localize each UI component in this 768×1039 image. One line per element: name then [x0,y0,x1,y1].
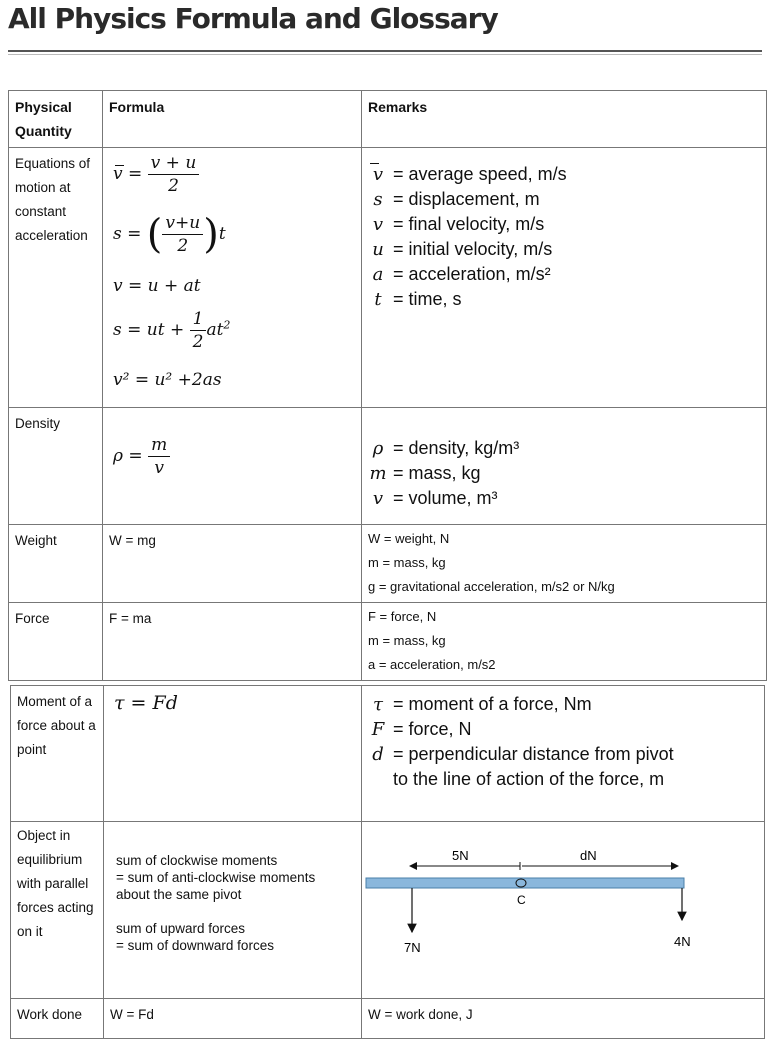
motion-remarks-cell [362,148,767,408]
table-row-work [11,999,765,1039]
density-remark-symbol: ρ [372,438,384,459]
formula-force: F = ma [109,611,152,626]
table-row-motion [9,148,767,408]
table-row-weight [9,525,767,603]
formula-velocity-squared: v² = u² +2as [113,370,222,390]
disp-time: t [218,224,226,244]
motion-remark-3 [368,212,766,237]
page-title: All Physics Formula and Glossary [8,2,498,35]
equilibrium-formula-cell [104,822,362,999]
moment-remarks [362,686,764,792]
moment-quantity-cell [11,686,104,822]
density-remarks-cell [362,408,767,525]
header-remarks-cell [362,91,767,148]
title-divider [8,50,762,52]
equilibrium-formulas [104,822,361,954]
motion-remark-symbol: v [372,214,384,235]
weight-remarks-cell [362,525,767,603]
work-formula-cell [104,999,362,1039]
table-row-density [9,408,767,525]
table-header-row [9,91,767,148]
weight-formula-cell [103,525,362,603]
moment-remark-3 [368,742,764,767]
motion-remark-2 [368,187,766,212]
eq-line-4: sum of upward forces [116,921,246,936]
disp2-tail: at [206,320,224,340]
motion-remarks [362,148,766,312]
disp-denominator: 2 [177,236,189,256]
header-formula-cell [103,91,362,148]
formula-displacement-avg: s = ( $\frac{v+u}{2}$ )t [113,211,226,258]
motion-remark-text: = acceleration, m/s² [388,264,551,284]
motion-remark-text: = final velocity, m/s [388,214,545,234]
equilibrium-quantity: Object in equilibrium with parallel forces acting on it [17,828,94,939]
table-row-force [9,603,767,681]
density-remark-symbol: v [372,488,384,509]
force-remarks-cell [362,603,767,681]
moment-remark-symbol: τ [373,694,383,715]
formula-table-top [8,90,767,681]
density-remark-text: = mass, kg [388,463,481,483]
weight-remarks [362,525,766,601]
header-remarks: Remarks [368,99,428,115]
motion-remark-symbol: u [372,239,384,260]
avg-speed-denominator: 2 [168,176,179,196]
lever-diagram [362,822,765,998]
formula-average-speed: v = $\frac{v + u}{2}$ [113,152,199,197]
moment-remark-symbol: d [372,744,384,765]
work-quantity: Work done [17,1007,83,1022]
density-remark-symbol: m [369,463,387,484]
equilibrium-quantity-cell [11,822,104,999]
motion-remark-symbol: a [372,264,384,285]
motion-remark-text: = average speed, m/s [388,164,567,184]
left-distance-label: 5N [452,848,469,863]
eq-line-2: = sum of anti-clockwise moments [116,870,316,885]
moment-remark-text: = moment of a force, Nm [388,694,592,714]
moment-remark-text: to the line of action of the force, m [388,769,665,789]
title-divider-thin [8,54,762,55]
formula-moment: τ = Fd [114,692,178,714]
density-remarks [362,408,766,511]
motion-remark-5 [368,262,766,287]
density-remark-1 [368,436,766,461]
formula-weight: W = mg [109,533,156,548]
weight-remark-1: W = weight, N [368,531,450,546]
motion-remark-symbol: v [368,162,388,187]
weight-quantity-cell [9,525,103,603]
formula-density [103,408,361,479]
table-row-equilibrium [11,822,765,999]
table-row-moment [11,686,765,822]
force-remarks [362,603,766,679]
motion-remark-text: = initial velocity, m/s [388,239,553,259]
motion-remark-6 [368,287,766,312]
density-remark-3 [368,486,766,511]
weight-quantity: Weight [15,533,57,548]
work-quantity-cell [11,999,104,1039]
force-remark-3: a = acceleration, m/s2 [368,657,496,672]
moment-remark-symbol: F [371,719,385,740]
avg-speed-symbol: v [113,164,123,184]
disp2-numerator: 1 [190,308,207,331]
formula-displacement-accel: s = ut + $\frac{1}{2}$ $at^2$ [113,309,231,352]
weight-remark-3: g = gravitational acceleration, m/s2 or N/kg [368,579,615,594]
pivot-label: C [517,893,526,907]
force-quantity-cell [9,603,103,681]
eq-line-5: = sum of downward forces [116,938,274,953]
moment-quantity: Moment of a force about a point [17,694,96,757]
formula-final-velocity: v = u + at [113,276,201,296]
motion-remark-4 [368,237,766,262]
motion-remark-1 [368,162,766,187]
density-lhs: ρ = [113,446,143,466]
header-formula: Formula [109,99,165,115]
moment-remark-text: = perpendicular distance from pivot [388,744,674,764]
moment-remarks-cell [362,686,765,822]
force-remark-1: F = force, N [368,609,437,624]
disp-numerator: v+u [162,212,203,235]
formula-table-bottom [10,685,765,1039]
eq-line-1: sum of clockwise moments [116,853,278,868]
motion-remark-symbol: s [373,189,383,210]
motion-remark-text: = displacement, m [388,189,540,209]
work-remarks-cell [362,999,765,1039]
formula-work: W = Fd [110,1007,154,1022]
density-remark-text: = volume, m³ [388,488,498,508]
density-quantity-cell [9,408,103,525]
work-remark: W = work done, J [368,1007,473,1022]
density-remark-2 [368,461,766,486]
moment-remark-4 [368,767,764,792]
equilibrium-diagram-cell [362,822,765,999]
motion-quantity-cell [9,148,103,408]
motion-remark-symbol: t [374,289,382,310]
moment-remark-1 [368,692,764,717]
moment-formula-cell [104,686,362,822]
disp-symbol: s [113,224,122,244]
density-formula-cell [103,408,362,525]
eq-line-3: about the same pivot [116,887,242,902]
left-force-label: 7N [404,940,421,955]
force-remark-2: m = mass, kg [368,633,446,648]
density-numerator: m [148,434,170,457]
density-remark-text: = density, kg/m³ [388,438,520,458]
moment-remark-2 [368,717,764,742]
force-quantity: Force [15,611,50,626]
lever-beam [366,878,684,888]
density-denominator: v [154,458,164,478]
avg-speed-numerator: v + u [148,152,200,175]
moment-remark-text: = force, N [388,719,472,739]
header-quantity-cell [9,91,103,148]
disp2-denominator: 2 [192,332,204,352]
header-quantity: Physical Quantity [15,99,72,139]
motion-formula-cell [103,148,362,408]
motion-quantity: Equations of motion at constant acceleration [15,156,91,243]
disp2-lhs: s = ut + [113,320,185,340]
force-formula-cell [103,603,362,681]
density-quantity: Density [15,416,61,431]
right-force-label: 4N [674,934,691,949]
right-distance-label: dN [580,848,597,863]
motion-remark-text: = time, s [388,289,462,309]
weight-remark-2: m = mass, kg [368,555,446,570]
